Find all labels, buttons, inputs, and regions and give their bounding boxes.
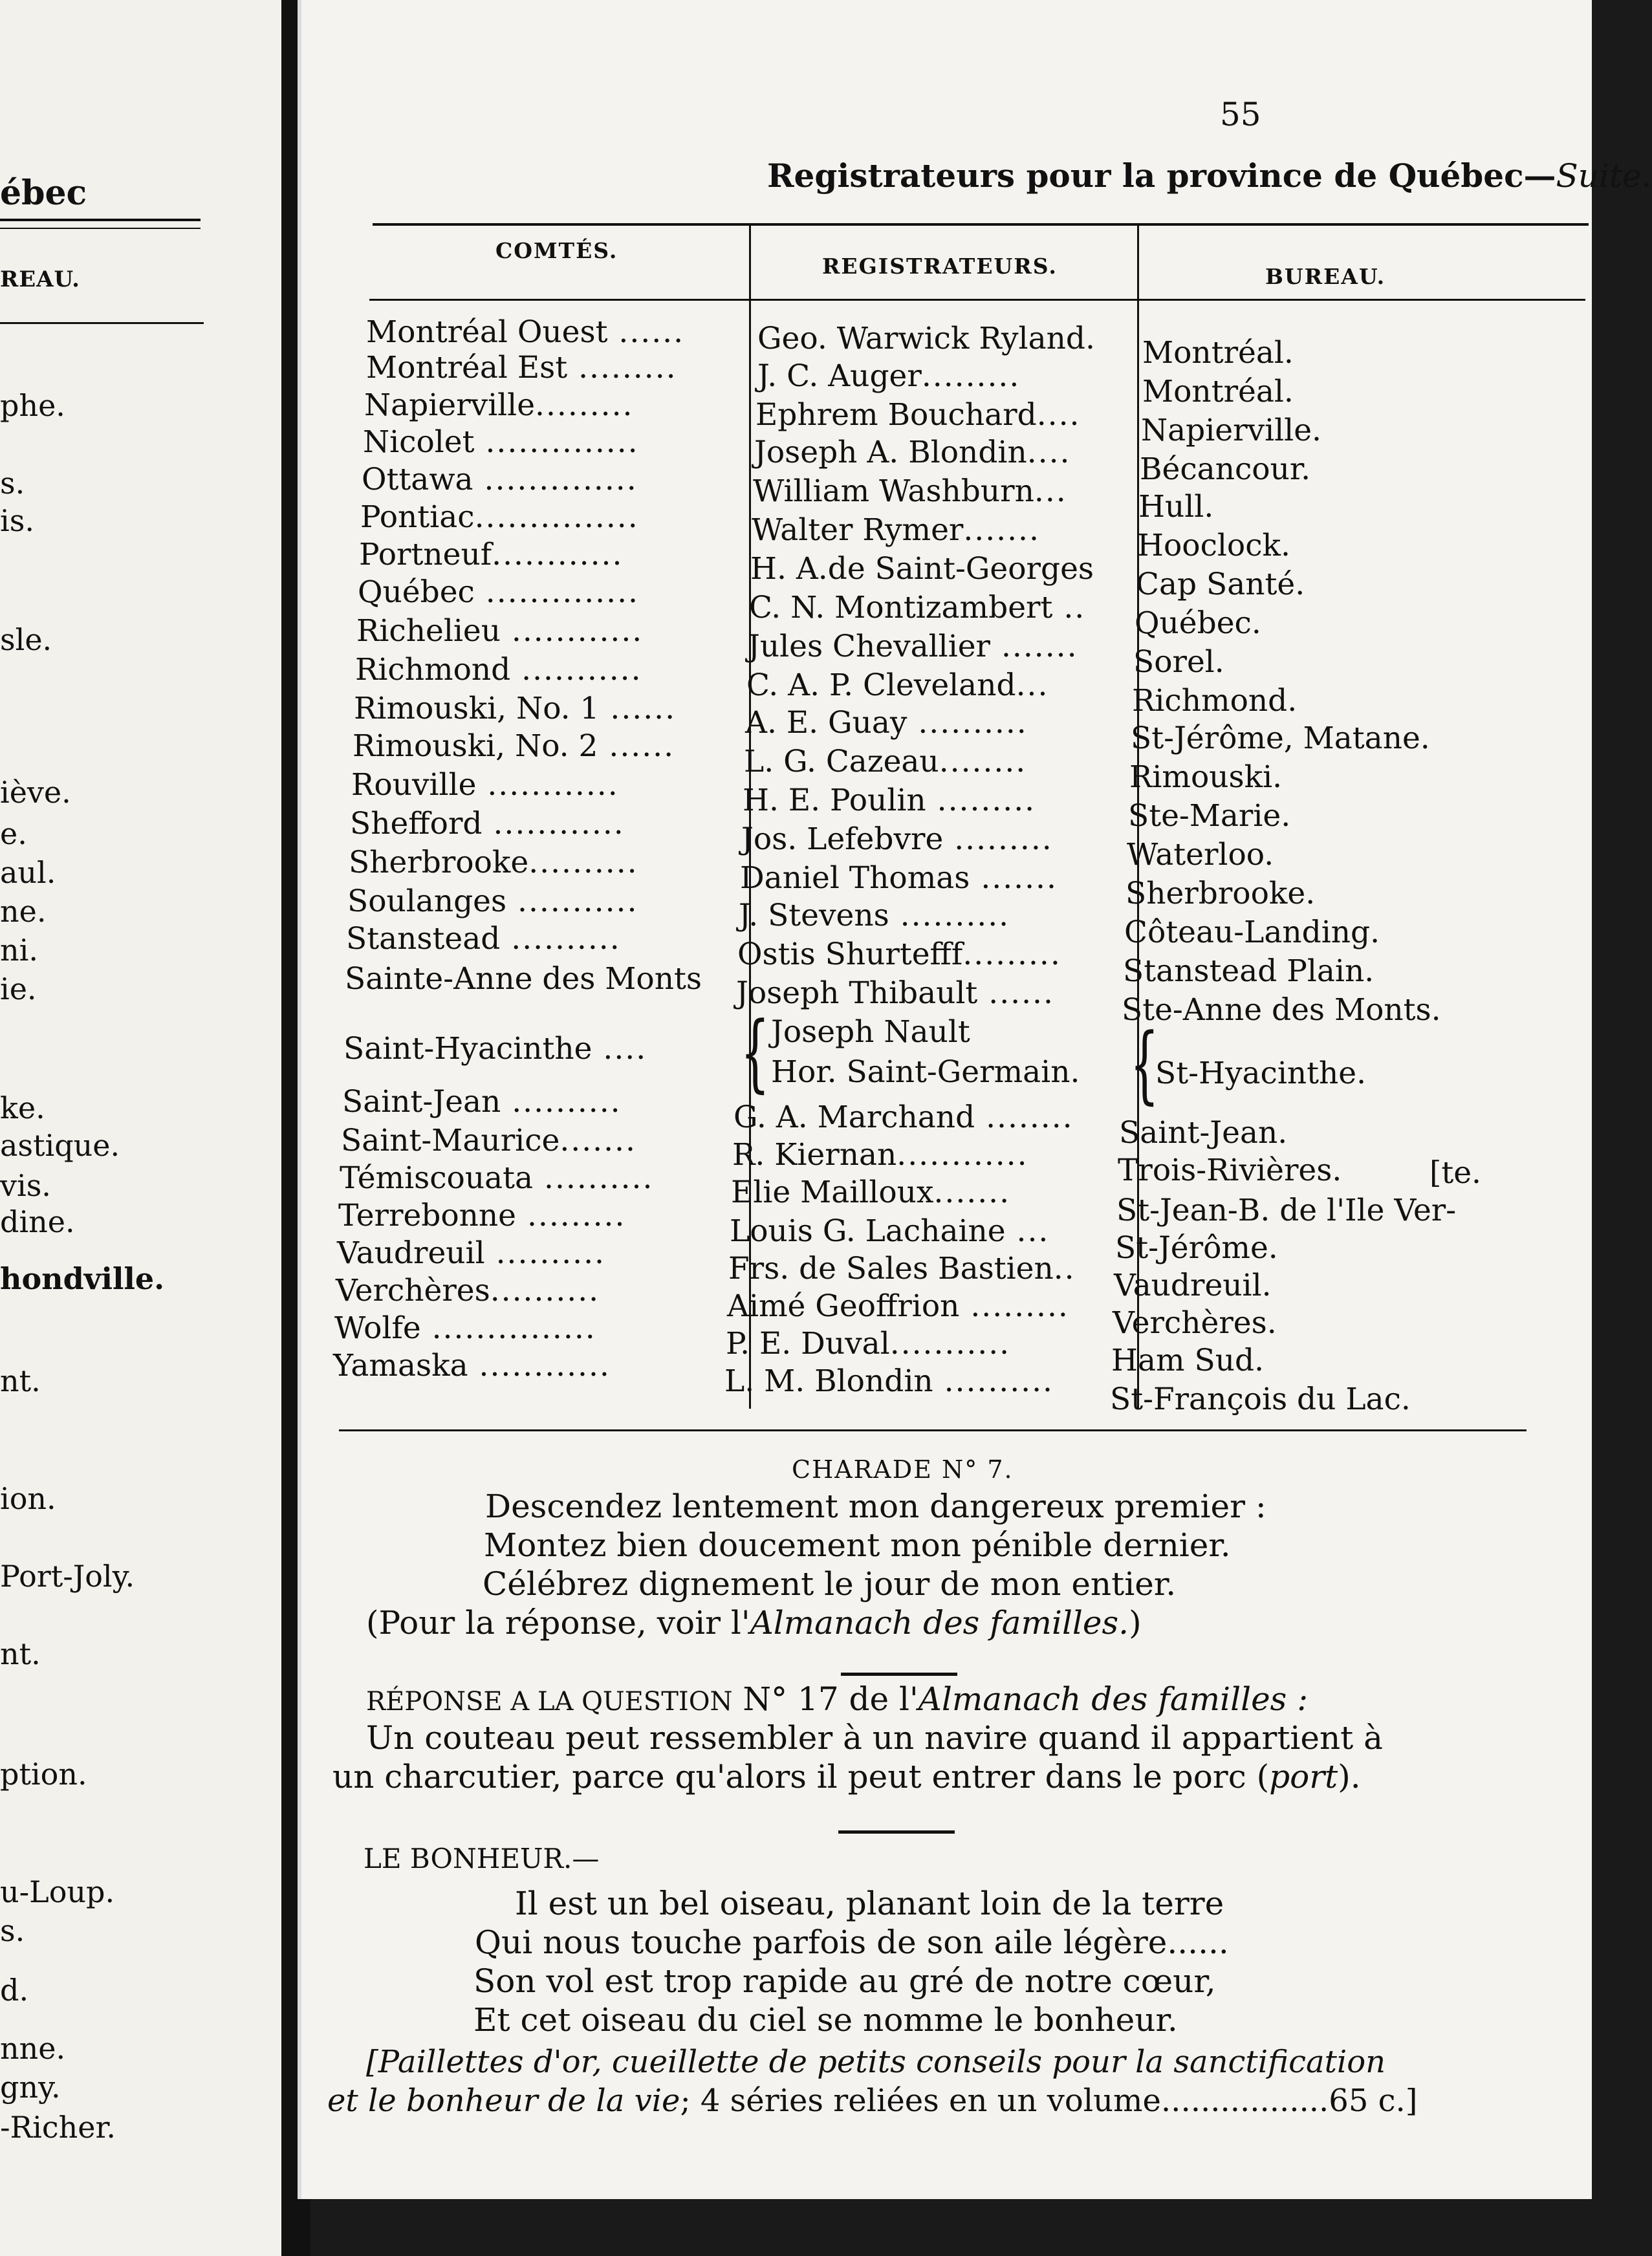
leader-dots: ............... — [474, 499, 639, 535]
registrar-name: G. A. Marchand — [734, 1100, 975, 1135]
leader-dots: .. — [1052, 590, 1086, 625]
previous-page-line: e. — [0, 816, 27, 851]
reponse-heading-italic: Almanach des familles : — [918, 1680, 1309, 1718]
section-divider — [841, 1673, 957, 1676]
registrar-name: Jos. Lefebvre — [741, 821, 944, 857]
table-row-registrar: Joseph Nault — [771, 1014, 970, 1050]
previous-page-line: dine. — [0, 1204, 75, 1239]
previous-page-line: ion. — [0, 1481, 56, 1516]
citation-italic: et le bonheur de la vie — [327, 2083, 680, 2119]
table-row-office-overflow: [te. — [1429, 1155, 1481, 1191]
leader-dots: ... — [1034, 473, 1067, 509]
previous-page-line: nt. — [0, 1363, 41, 1398]
table-row-office: Québec. — [1135, 605, 1261, 641]
table-row-county — [336, 1275, 600, 1306]
previous-page-line: astique. — [0, 1128, 120, 1163]
page-number: 55 — [1220, 96, 1261, 133]
column-header-registrars: REGISTRATEURS. — [822, 254, 1058, 279]
table-row-registrar: Hor. Saint-Germain. — [771, 1054, 1080, 1090]
table-row-office: Hooclock. — [1137, 528, 1290, 563]
previous-page-line: hondville. — [0, 1261, 165, 1296]
table-row-office: St-François du Lac. — [1110, 1382, 1411, 1417]
table-row-registrar — [727, 1288, 1069, 1324]
reponse-line2-text: un charcutier, parce qu'alors il peut entrer dans le porc ( — [332, 1758, 1270, 1795]
leader-dots: ....... — [933, 1175, 1011, 1210]
table-row-registrar — [753, 473, 1067, 509]
table-row-registrar — [746, 667, 1049, 703]
leader-dots: ......... — [962, 937, 1061, 972]
table-row-county — [337, 1235, 605, 1271]
previous-page-fragment — [0, 0, 281, 2256]
table-row-registrar — [739, 900, 1010, 931]
previous-page-line: ni. — [0, 933, 38, 968]
previous-page-line: ption. — [0, 1757, 87, 1792]
table-row-county — [346, 921, 621, 957]
bonheur-heading — [364, 1838, 599, 1876]
previous-page-line: nne. — [0, 2031, 66, 2066]
charade-line: Descendez lentement mon dangereux premier : — [485, 1488, 1266, 1525]
leader-dots: ......... — [921, 358, 1021, 394]
table-row-office: Verchères. — [1113, 1305, 1277, 1341]
leader-dots: ...... — [607, 314, 685, 350]
brace: { — [1129, 1015, 1160, 1113]
poem-line: Qui nous touche parfois de son aile légère...... — [475, 1924, 1229, 1961]
leader-dots: ...... — [599, 691, 677, 726]
registrar-name: Joseph Thibault — [736, 975, 978, 1011]
table-row-registrar — [728, 1253, 1076, 1284]
registrar-name: L. M. Blondin — [724, 1363, 933, 1399]
leader-dots: ......... — [567, 350, 677, 385]
previous-page-line: s. — [0, 466, 25, 501]
column-header-counties: COMTÉS. — [495, 238, 618, 263]
registrar-name: A. E. Guay — [745, 705, 908, 741]
county-name: Portneuf — [359, 537, 492, 572]
county-name: Pontiac — [360, 499, 475, 535]
county-name: Rouville — [351, 767, 477, 803]
table-row-office: Rimouski. — [1129, 759, 1283, 795]
page-title-suite: Suite. — [1556, 157, 1652, 195]
leader-dots: ............ — [500, 613, 644, 649]
table-row-registrar — [752, 512, 1040, 548]
county-name: Napierville — [364, 387, 536, 423]
previous-page-line: sle. — [0, 622, 52, 657]
reponse-line2-end: ). — [1338, 1758, 1361, 1795]
leader-dots: .......... — [889, 898, 1010, 933]
note-italic: Almanach des familles. — [750, 1604, 1129, 1642]
table-row-office: Sorel. — [1133, 644, 1224, 680]
registrar-name: L. G. Cazeau — [744, 744, 939, 779]
charade-line: Célébrez dignement le jour de mon entier. — [483, 1565, 1177, 1603]
table-row-county — [354, 693, 676, 724]
leader-dots: ........ — [939, 744, 1027, 779]
previous-page-line: aul. — [0, 855, 56, 890]
table-row-county — [342, 1084, 622, 1120]
table-row-county — [333, 1350, 611, 1381]
registrar-name: J. Stevens — [739, 898, 889, 933]
leader-dots: ........... — [506, 884, 638, 919]
county-name: Shefford — [350, 806, 483, 841]
leader-dots: .. — [1053, 1251, 1076, 1286]
reponse-heading — [366, 1680, 1308, 1718]
leader-dots: ...... — [598, 728, 675, 764]
table-row-county — [349, 847, 638, 878]
charade-title: CHARADE N° 7. — [792, 1455, 1014, 1484]
registrar-name: Walter Rymer — [752, 512, 964, 548]
previous-page-line: gny. — [0, 2070, 61, 2105]
previous-page-line: ne. — [0, 894, 47, 929]
leader-dots: .......... — [533, 1160, 654, 1196]
leader-dots: ....... — [970, 860, 1058, 896]
table-row-county — [334, 1310, 596, 1346]
registrar-name: C. A. P. Cleveland — [746, 667, 1016, 703]
registrar-name: Elie Mailloux — [731, 1175, 934, 1210]
reponse-heading-caps: RÉPONSE A LA QUESTION — [366, 1687, 733, 1717]
county-name: Québec — [358, 574, 475, 610]
leader-dots: ...... — [977, 975, 1054, 1011]
table-row-registrar — [726, 1326, 1011, 1361]
previous-page-line: nt. — [0, 1636, 41, 1671]
leader-dots: ............ — [476, 767, 619, 803]
previous-page-column-header: REAU. — [0, 266, 80, 292]
table-row-county — [347, 884, 638, 919]
leader-dots: .......... — [490, 1273, 600, 1308]
leader-dots: ............ — [468, 1348, 611, 1383]
table-row-registrar — [736, 975, 1054, 1011]
registrar-name: J. C. Auger — [757, 358, 922, 394]
county-name: Témiscouata — [340, 1160, 534, 1196]
previous-page-line: is. — [0, 503, 34, 538]
registrar-name: William Washburn — [753, 473, 1034, 509]
previous-page-line: phe. — [0, 388, 65, 423]
leader-dots: ......... — [926, 783, 1036, 818]
registrar-name: Louis G. Lachaine — [730, 1213, 1006, 1249]
table-row-county — [338, 1200, 625, 1231]
registrar-name: Ostis Shurtefff — [737, 937, 963, 972]
poem-line: Il est un bel oiseau, planant loin de la terre — [515, 1885, 1224, 1922]
county-name: Sherbrooke — [349, 845, 529, 880]
previous-page-line: u-Loup. — [0, 1874, 115, 1909]
table-row-registrar — [755, 397, 1081, 433]
previous-page-line: -Richer. — [0, 2110, 116, 2145]
charade-line: Montez bien doucement mon pénible dernier. — [484, 1526, 1231, 1564]
table-row-registrar — [737, 939, 1061, 970]
table-row-registrar — [732, 1137, 1028, 1173]
previous-page-line: s. — [0, 1913, 25, 1948]
table-row-county — [341, 1125, 636, 1156]
table-row-county — [343, 1031, 647, 1067]
leader-dots: ........ — [975, 1100, 1074, 1135]
registrar-name: Daniel Thomas — [740, 860, 970, 896]
leader-dots: .... — [1036, 397, 1081, 433]
table-row-county — [366, 352, 677, 383]
leader-dots: ......... — [959, 1288, 1069, 1324]
county-name: Saint-Jean — [342, 1084, 501, 1120]
reponse-number: N° 17 de l' — [743, 1680, 918, 1718]
table-row-registrar — [741, 821, 1053, 857]
reponse-line — [332, 1758, 1361, 1795]
leader-dots: ........... — [889, 1326, 1011, 1361]
registrar-name: R. Kiernan — [732, 1137, 897, 1173]
bonheur-heading-text: LE BONHEUR.— — [364, 1843, 600, 1874]
leader-dots: .......... — [528, 845, 638, 880]
table-row-office: St-Jérôme, Matane. — [1131, 721, 1430, 756]
table-row-office: Montréal. — [1142, 335, 1294, 371]
table-row-registrar — [744, 746, 1027, 777]
leader-dots: ......... — [535, 387, 634, 423]
table-row-county — [366, 314, 685, 350]
table-row-office: Hull. — [1138, 489, 1214, 525]
leader-dots: .... — [1027, 435, 1071, 470]
leader-dots: ... — [1005, 1213, 1050, 1249]
table-row-registrar — [740, 860, 1058, 896]
page-title-main: Registrateurs pour la province de Québec— — [767, 157, 1556, 195]
county-name: Yamaska — [333, 1348, 468, 1383]
table-row-county — [353, 728, 675, 764]
table-row-county — [350, 808, 625, 839]
county-name: Richelieu — [356, 613, 501, 649]
county-name: Ottawa — [362, 462, 473, 497]
table-bottom-rule — [339, 1429, 1527, 1431]
table-row-county — [363, 424, 639, 460]
leader-dots: .............. — [473, 462, 638, 497]
table-row-county: Sainte-Anne des Monts — [345, 961, 702, 997]
leader-dots: .......... — [484, 1235, 605, 1271]
county-name: Nicolet — [363, 424, 475, 460]
table-row-office: Waterloo. — [1127, 837, 1274, 873]
county-name: Montréal Ouest — [366, 314, 608, 350]
table-row-registrar — [731, 1177, 1010, 1208]
citation-end: ; 4 séries reliées en un volume.................65 c.] — [680, 2083, 1418, 2119]
table-row-county — [362, 464, 638, 495]
section-divider — [838, 1830, 955, 1834]
table-row-county — [359, 539, 623, 570]
county-name: Vaudreuil — [337, 1235, 485, 1271]
charade-note — [366, 1604, 1142, 1642]
table-row-registrar: Geo. Warwick Ryland. — [757, 321, 1095, 356]
table-row-office: Sherbrooke. — [1125, 876, 1316, 911]
reponse-line: Un couteau peut ressembler à un navire quand il appartient à — [366, 1719, 1383, 1757]
table-row-office: Richmond. — [1132, 683, 1298, 719]
table-row-registrar — [749, 592, 1085, 623]
divider — [0, 219, 201, 221]
table-row-registrar — [748, 631, 1078, 662]
table-row-county — [340, 1160, 654, 1196]
county-name: Montréal Est — [366, 350, 568, 385]
leader-dots: .......... — [907, 705, 1028, 741]
table-row-office: Ste-Anne des Monts. — [1122, 992, 1441, 1028]
table-row-county — [364, 387, 634, 423]
county-name: Verchères — [336, 1273, 490, 1308]
table-row-registrar — [743, 785, 1036, 816]
table-row-county — [355, 652, 642, 688]
table-row-office: Ham Sud. — [1111, 1343, 1265, 1378]
registrar-name: H. E. Poulin — [743, 783, 926, 818]
table-row-registrar — [730, 1213, 1050, 1249]
leader-dots: ....... — [963, 512, 1040, 548]
previous-page-line: Port-Joly. — [0, 1559, 135, 1594]
divider — [0, 228, 201, 229]
county-name: Richmond — [355, 652, 511, 688]
county-name: Rimouski, No. 1 — [354, 691, 600, 726]
leader-dots: ....... — [990, 629, 1078, 664]
citation-line: [Paillettes d'or, cueillette de petits conseils pour la sanctification — [366, 2044, 1386, 2080]
reponse-line2-italic: port — [1269, 1758, 1338, 1795]
table-row-office: St-Jean-B. de l'Ile Ver- — [1116, 1193, 1457, 1228]
note-text-end: ) — [1129, 1604, 1142, 1642]
table-row-office: Vaudreuil. — [1114, 1268, 1272, 1303]
table-row-registrar — [734, 1102, 1074, 1133]
citation-line — [327, 2083, 1418, 2119]
table-row-registrar — [757, 358, 1021, 394]
previous-page-line: ie. — [0, 971, 37, 1006]
county-name: Saint-Hyacinthe — [343, 1031, 592, 1067]
brace: { — [740, 1003, 770, 1101]
poem-line: Son vol est trop rapide au gré de notre cœur, — [473, 1962, 1216, 2000]
previous-page-line: ke. — [0, 1090, 45, 1125]
column-header-office: BUREAU. — [1265, 264, 1386, 289]
table-row-office: Bécancour. — [1140, 451, 1311, 487]
table-row-registrar: H. A.de Saint-Georges — [750, 551, 1094, 587]
table-row-county — [351, 767, 619, 803]
note-text: (Pour la réponse, voir l' — [366, 1604, 750, 1642]
registrar-name: C. N. Montizambert — [749, 590, 1053, 625]
leader-dots: ............ — [897, 1137, 1028, 1173]
previous-page-line: vis. — [0, 1168, 51, 1203]
registrar-name: P. E. Duval — [726, 1326, 890, 1361]
book-page — [298, 0, 1652, 2199]
table-row-office: Stanstead Plain. — [1123, 953, 1375, 989]
leader-dots: ............ — [482, 806, 625, 841]
leader-dots: .......... — [501, 1084, 622, 1120]
table-row-office: St-Hyacinthe. — [1155, 1056, 1367, 1091]
county-name: Soulanges — [347, 884, 507, 919]
county-name: Terrebonne — [338, 1198, 517, 1233]
leader-dots: ......... — [943, 821, 1053, 857]
leader-dots: ............... — [420, 1310, 596, 1346]
table-row-office: Cap Santé. — [1136, 567, 1305, 602]
table-row-office: Montréal. — [1142, 374, 1294, 409]
table-row-office: St-Jérôme. — [1115, 1230, 1278, 1266]
previous-page-header: ébec — [0, 173, 87, 213]
leader-dots: .......... — [500, 921, 621, 957]
table-row-registrar — [724, 1363, 1054, 1399]
previous-page-line: d. — [0, 1973, 29, 2008]
leader-dots: ........... — [510, 652, 642, 688]
table-row-office: Saint-Jean. — [1119, 1115, 1288, 1151]
county-name: Wolfe — [334, 1310, 421, 1346]
leader-dots: ....... — [560, 1123, 636, 1158]
table-row-office: Ste-Marie. — [1128, 798, 1291, 834]
registrar-name: Aimé Geoffrion — [727, 1288, 960, 1324]
divider — [0, 322, 204, 324]
leader-dots: ... — [1016, 667, 1049, 703]
table-row-county — [358, 574, 639, 610]
registrar-name: Ephrem Bouchard — [755, 397, 1037, 433]
county-name: Stanstead — [346, 921, 501, 957]
leader-dots: .............. — [474, 424, 639, 460]
registrar-name: Joseph A. Blondin — [754, 435, 1027, 470]
table-row-registrar — [745, 705, 1028, 741]
county-name: Rimouski, No. 2 — [353, 728, 598, 764]
header-rule — [369, 299, 1585, 301]
title-rule — [373, 223, 1589, 226]
registrar-name: Frs. de Sales Bastien — [728, 1251, 1054, 1286]
table-row-office: Trois-Rivières. — [1118, 1153, 1342, 1188]
leader-dots: .... — [592, 1031, 647, 1067]
registrar-name: Jules Chevallier — [748, 629, 991, 664]
leader-dots: .......... — [933, 1363, 1054, 1399]
table-row-office: Côteau-Landing. — [1124, 915, 1380, 950]
table-row-county — [360, 499, 639, 535]
leader-dots: ............ — [492, 537, 624, 572]
page-title — [767, 157, 1652, 195]
table-row-county — [356, 613, 644, 649]
county-name: Saint-Maurice — [341, 1123, 560, 1158]
leader-dots: .............. — [474, 574, 639, 610]
table-row-office: Napierville. — [1141, 413, 1321, 448]
table-row-registrar — [754, 437, 1071, 468]
poem-line: Et cet oiseau du ciel se nomme le bonheur. — [473, 2001, 1178, 2039]
leader-dots: ......... — [516, 1198, 626, 1233]
previous-page-line: iève. — [0, 775, 71, 810]
